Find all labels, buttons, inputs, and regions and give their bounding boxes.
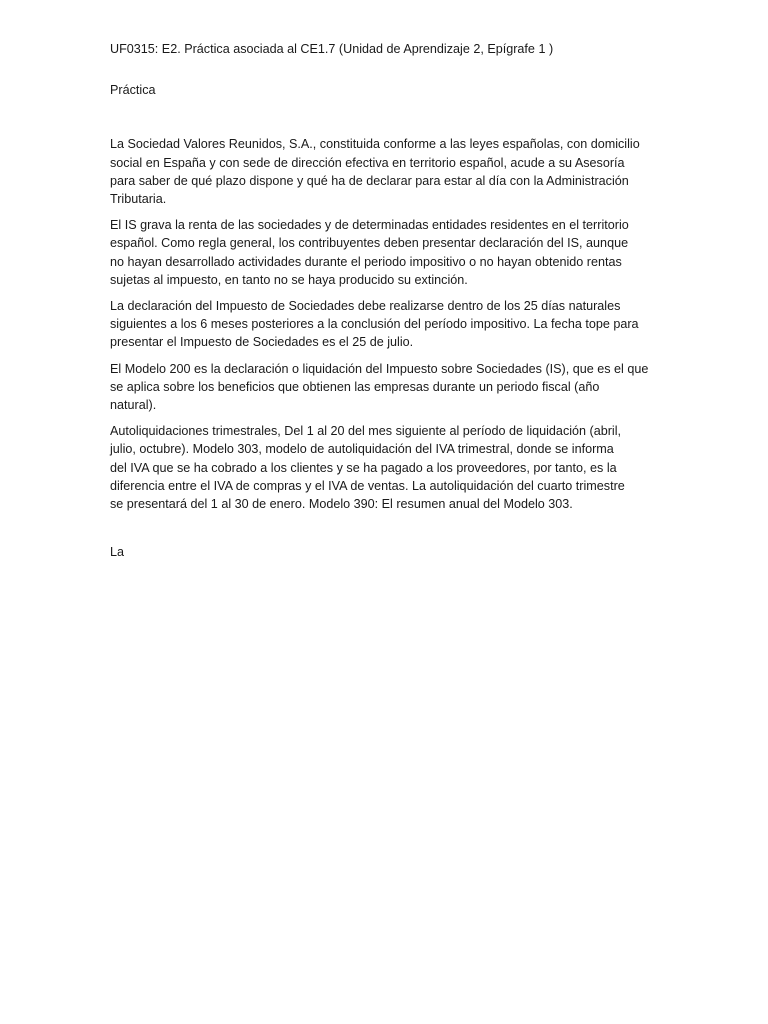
paragraph-plazo bbox=[110, 297, 660, 352]
paragraph-line: para saber de qué plazo dispone y qué ha de declarar para estar al día con la Administración bbox=[110, 173, 629, 188]
paragraph-line: natural). bbox=[110, 398, 157, 413]
paragraph-line: Autoliquidaciones trimestrales, Del 1 al 20 del mes siguiente al período de liquidación (abril, bbox=[110, 424, 622, 439]
paragraph-line: La declaración del Impuesto de Sociedades debe realizarse dentro de los 25 días naturales bbox=[110, 299, 621, 314]
paragraph-line: El Modelo 200 es la declaración o liquidación del Impuesto sobre Sociedades (IS), que es el que bbox=[110, 361, 649, 376]
paragraph-line: se presentará del 1 al 30 de enero. Modelo 390: El resumen anual del Modelo 303. bbox=[110, 497, 573, 512]
trailing-text: La bbox=[110, 545, 125, 560]
paragraph-modelo-200 bbox=[110, 360, 660, 415]
paragraph-line: del IVA que se ha cobrado a los clientes y se ha pagado a los proveedores, por tanto, es la bbox=[110, 460, 617, 475]
paragraph-intro bbox=[110, 135, 660, 208]
paragraph-line: se aplica sobre los beneficios que obtienen las empresas durante un periodo fiscal (año bbox=[110, 379, 600, 394]
document-header: UF0315: E2. Práctica asociada al CE1.7 (Unidad de Aprendizaje 2, Epígrafe 1 ) bbox=[110, 42, 554, 56]
document-body bbox=[110, 40, 660, 561]
paragraph-line: presentar el Impuesto de Sociedades es el 25 de julio. bbox=[110, 335, 414, 350]
paragraph-line: siguientes a los 6 meses posteriores a la conclusión del período impositivo. La fecha tope para bbox=[110, 317, 639, 332]
paragraph-line: julio, octubre). Modelo 303, modelo de autoliquidación del IVA trimestral, donde se informa bbox=[110, 442, 614, 457]
paragraph-line: sujetas al impuesto, en tanto no se haya producido su extinción. bbox=[110, 272, 468, 287]
paragraph-is bbox=[110, 216, 660, 289]
document-subtitle: Práctica bbox=[110, 83, 156, 98]
paragraph-line: La Sociedad Valores Reunidos, S.A., constituida conforme a las leyes españolas, con domicilio bbox=[110, 137, 640, 152]
paragraph-line: diferencia entre el IVA de compras y el IVA de ventas. La autoliquidación del cuarto trimestre bbox=[110, 478, 625, 493]
paragraph-line: El IS grava la renta de las sociedades y de determinadas entidades residentes en el territorio bbox=[110, 218, 629, 233]
paragraph-iva bbox=[110, 422, 660, 513]
paragraph-line: social en España y con sede de dirección efectiva en territorio español, acude a su Asesoría bbox=[110, 155, 625, 170]
paragraph-line: español. Como regla general, los contribuyentes deben presentar declaración del IS, aunque bbox=[110, 236, 629, 251]
paragraph-line: no hayan desarrollado actividades durante el periodo impositivo o no hayan obtenido rentas bbox=[110, 254, 622, 269]
paragraph-line: Tributaria. bbox=[110, 192, 167, 207]
